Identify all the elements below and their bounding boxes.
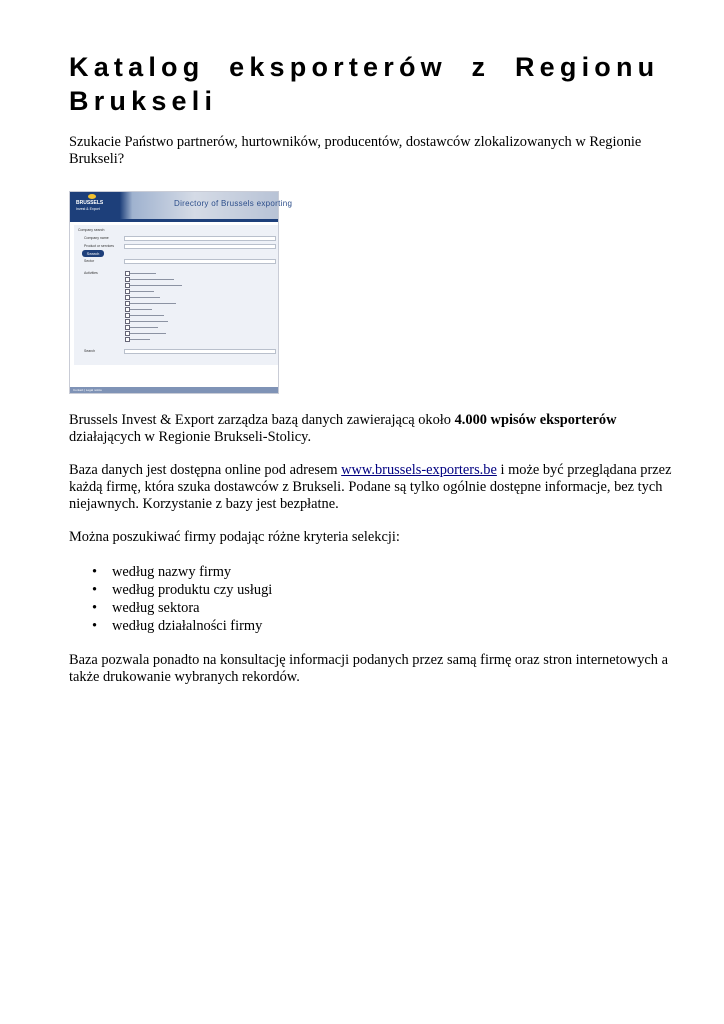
- document-page: [69, 50, 685, 686]
- online-access-paragraph: [69, 462, 685, 513]
- criteria-intro-paragraph: Można poszukiwać firmy podając różne kryteria selekcji:: [69, 529, 400, 545]
- para2-after: i może być przeglądana przez każdą firmę, która szuka dostawców z Brukseli. Podane są tylko ogólnie dostępne informacje, bez tych niejawnych. Korzystanie z bazy jest bezpłatne.: [69, 462, 672, 512]
- intro-paragraph: Szukacie Państwo partnerów, hurtowników, producentów, dostawców zlokalizowanych w Regionie Brukseli?: [69, 134, 642, 167]
- para1-bold: 4.000 wpisów eksporterów: [454, 412, 617, 428]
- list-item: [92, 563, 685, 581]
- brussels-logo: [76, 200, 103, 212]
- checkbox-text-line: [130, 285, 182, 286]
- sector-input: [124, 259, 276, 264]
- para1-before: Brussels Invest & Export zarządza bazą danych zawierającą około: [69, 412, 455, 428]
- screenshot-search-panel: [74, 225, 278, 365]
- search-field-input: [124, 349, 276, 354]
- logo-line2: Invest & Export: [76, 207, 100, 211]
- checkbox-text-line: [130, 339, 150, 340]
- checkbox-text-line: [130, 291, 154, 292]
- company-name-label: Company name: [84, 236, 109, 240]
- list-item: [92, 617, 685, 635]
- database-size-paragraph: [69, 412, 685, 446]
- closing-paragraph: Baza pozwala ponadto na konsultację informacji podanych przez samą firmę oraz stron internetowych a także drukowanie wybranych rekordów.: [69, 652, 668, 685]
- product-label: Product or services: [84, 244, 114, 248]
- checkbox-text-line: [130, 303, 176, 304]
- criteria-item-label: według nazwy firmy: [112, 564, 232, 580]
- list-item: [92, 599, 685, 617]
- bullet-icon: •: [92, 564, 98, 580]
- bullet-icon: •: [92, 600, 98, 616]
- para2-before: Baza danych jest dostępna online pod adresem: [69, 462, 342, 478]
- checkbox-text-line: [130, 327, 158, 328]
- checkbox-text-line: [130, 297, 160, 298]
- search-button: Search: [82, 250, 104, 257]
- brussels-exporters-link[interactable]: www.brussels-exporters.be: [341, 462, 497, 478]
- product-input: [124, 244, 276, 249]
- activities-label: Activities: [84, 271, 98, 275]
- checkbox-text-line: [130, 315, 164, 316]
- screenshot-footer-text: Contact | Legal notice: [73, 388, 102, 392]
- criteria-item-label: według działalności firmy: [112, 618, 263, 634]
- checkbox-text-line: [130, 333, 166, 334]
- directory-screenshot: [69, 191, 293, 394]
- para1-after: działających w Regionie Brukseli-Stolicy.: [69, 429, 312, 445]
- checkbox-text-line: [130, 273, 156, 274]
- criteria-list: [69, 563, 685, 635]
- brussels-logo-swoosh-icon: [88, 194, 96, 199]
- screenshot-nav-bar: [70, 219, 278, 222]
- sector-label: Sector: [84, 259, 95, 263]
- checkbox-text-line: [130, 321, 168, 322]
- company-name-input: [124, 236, 276, 241]
- screenshot-header-title: Directory of Brussels exporting: [174, 199, 293, 208]
- logo-line1: BRUSSELS: [76, 200, 104, 206]
- page-title: Katalog eksporterów z Regionu Brukseli: [69, 52, 660, 116]
- checkbox-text-line: [130, 309, 152, 310]
- bullet-icon: •: [92, 582, 98, 598]
- search-field-label: Search: [84, 349, 96, 353]
- checkbox-text-line: [130, 279, 174, 280]
- criteria-item-label: według produktu czy usługi: [112, 582, 273, 598]
- list-item: [92, 581, 685, 599]
- screenshot-header: [70, 192, 293, 219]
- screenshot-footer: [70, 387, 278, 393]
- criteria-item-label: według sektora: [112, 600, 200, 616]
- bullet-icon: •: [92, 618, 98, 634]
- search-section-label: Company search: [78, 228, 105, 232]
